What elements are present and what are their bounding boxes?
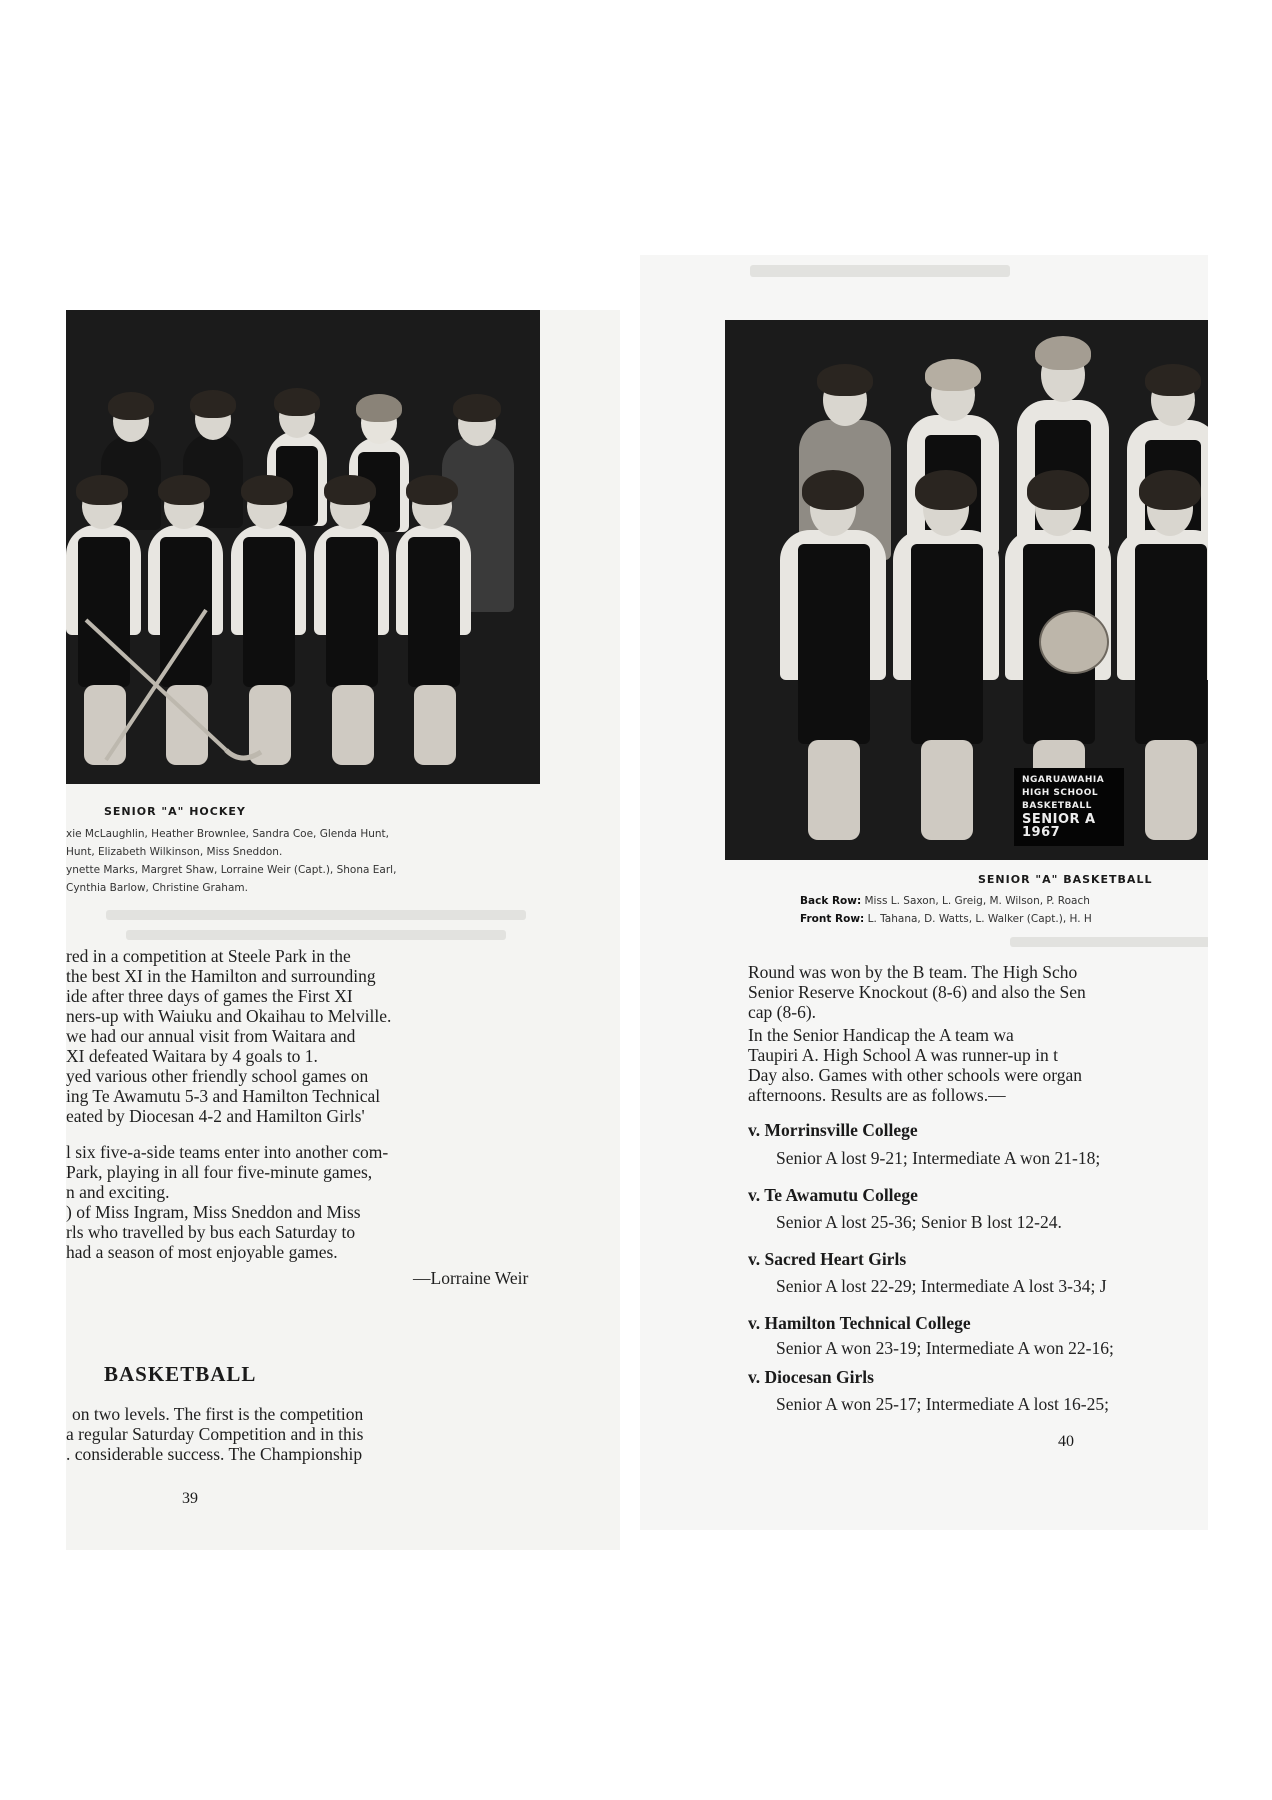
hockey-caption-title: SENIOR "A" HOCKEY	[104, 805, 246, 818]
signature: —Lorraine Weir	[413, 1268, 529, 1288]
match-result: Senior A won 25-17; Intermediate A lost 16-25;	[776, 1394, 1109, 1414]
match-result: Senior A lost 22-29; Intermediate A lost 3-34; J	[776, 1276, 1107, 1296]
hockey-caption-line: xie McLaughlin, Heather Brownlee, Sandra Coe, Glenda Hunt,	[66, 828, 389, 840]
body-text-line: we had our annual visit from Waitara and	[66, 1026, 356, 1046]
body-text-line: l six five-a-side teams enter into another com-	[66, 1142, 389, 1162]
hockey-team-photo	[66, 310, 540, 784]
back-row-label: Back Row:	[800, 895, 862, 907]
match-opponent: v. Te Awamutu College	[748, 1185, 918, 1205]
body-text-line: ners-up with Waiuku and Okaihau to Melville.	[66, 1006, 392, 1026]
back-row-caption	[800, 895, 1090, 907]
right-page	[640, 255, 1208, 1530]
body-text-line: cap (8-6).	[748, 1002, 817, 1022]
section-heading: BASKETBALL	[104, 1362, 257, 1386]
body-text-line: afternoons. Results are as follows.—	[748, 1085, 1006, 1105]
body-text-line: eated by Diocesan 4-2 and Hamilton Girls'	[66, 1106, 365, 1126]
board-line: BASKETBALL	[1022, 801, 1092, 811]
body-text-line: Park, playing in all four five-minute games,	[66, 1162, 373, 1182]
body-text-line: Round was won by the B team. The High Scho	[748, 962, 1078, 982]
body-text-line: yed various other friendly school games on	[66, 1066, 369, 1086]
section-text-line: on two levels. The first is the competition	[72, 1404, 364, 1424]
front-row-figure	[893, 470, 1003, 860]
page-number: 39	[182, 1490, 198, 1507]
match-result: Senior A won 23-19; Intermediate A won 22-16;	[776, 1338, 1114, 1358]
body-text-line: XI defeated Waitara by 4 goals to 1.	[66, 1046, 318, 1066]
body-text-line: rls who travelled by bus each Saturday to	[66, 1222, 356, 1242]
front-row-figure	[780, 470, 890, 860]
hockey-caption-line: Cynthia Barlow, Christine Graham.	[66, 882, 248, 894]
page-number: 40	[1058, 1433, 1074, 1450]
body-text-line: n and exciting.	[66, 1182, 170, 1202]
match-opponent: v. Morrinsville College	[748, 1120, 918, 1140]
front-row-caption	[800, 913, 1092, 925]
section-text-line: a regular Saturday Competition and in this	[66, 1424, 364, 1444]
hockey-caption-line: Hunt, Elizabeth Wilkinson, Miss Sneddon.	[66, 846, 283, 858]
left-page	[66, 310, 620, 1550]
hockey-caption-line: ynette Marks, Margret Shaw, Lorraine Weir (Capt.), Shona Earl,	[66, 864, 397, 876]
body-text-line: the best XI in the Hamilton and surrounding	[66, 966, 376, 986]
front-row-figure	[1117, 470, 1208, 860]
match-opponent: v. Sacred Heart Girls	[748, 1249, 907, 1269]
body-text-line: ide after three days of games the First XI	[66, 986, 353, 1006]
match-result: Senior A lost 9-21; Intermediate A won 21-18;	[776, 1148, 1101, 1168]
match-opponent: v. Diocesan Girls	[748, 1367, 874, 1387]
body-text-line: red in a competition at Steele Park in the	[66, 946, 351, 966]
board-line: HIGH SCHOOL	[1022, 788, 1099, 798]
front-row-names: L. Tahana, D. Watts, L. Walker (Capt.), H. H	[867, 913, 1092, 925]
back-row-names: Miss L. Saxon, L. Greig, M. Wilson, P. Roach	[864, 895, 1090, 907]
body-text-line: ing Te Awamutu 5-3 and Hamilton Technical	[66, 1086, 381, 1106]
hockey-sticks-icon	[66, 310, 540, 784]
body-text-line: ) of Miss Ingram, Miss Sneddon and Miss	[66, 1202, 361, 1222]
body-text-line: In the Senior Handicap the A team wa	[748, 1025, 1014, 1045]
body-text-line: Taupiri A. High School A was runner-up in t	[748, 1045, 1058, 1065]
basketball-team-photo	[725, 320, 1208, 860]
section-text-line: . considerable success. The Championship	[66, 1444, 363, 1464]
body-text-line: Senior Reserve Knockout (8-6) and also the Sen	[748, 982, 1086, 1002]
board-line: SENIOR A 1967	[1022, 812, 1096, 840]
basketball-caption-title: SENIOR "A" BASKETBALL	[978, 873, 1153, 886]
team-board	[1014, 768, 1124, 846]
basketball-icon	[1039, 610, 1109, 674]
board-line: NGARUAWAHIA	[1022, 775, 1105, 785]
body-text-line: had a season of most enjoyable games.	[66, 1242, 338, 1262]
match-result: Senior A lost 25-36; Senior B lost 12-24.	[776, 1212, 1062, 1232]
body-text-line: Day also. Games with other schools were organ	[748, 1065, 1083, 1085]
match-opponent: v. Hamilton Technical College	[748, 1313, 971, 1333]
front-row-label: Front Row:	[800, 913, 865, 925]
